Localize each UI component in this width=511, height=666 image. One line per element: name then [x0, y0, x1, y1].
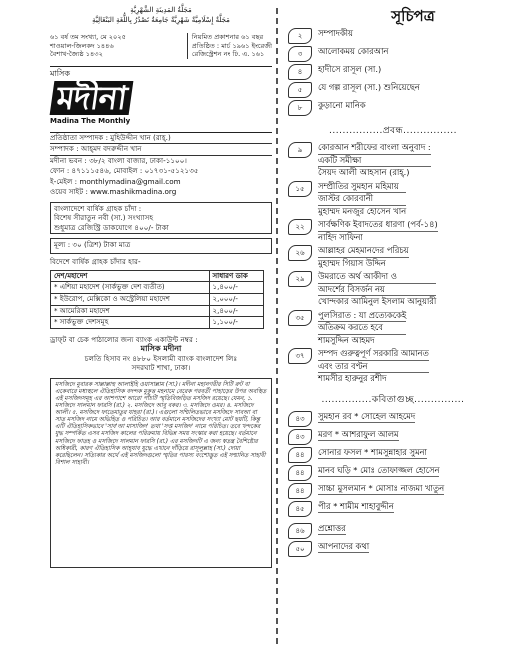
table-cell-rate: ২,০০০/- — [209, 293, 263, 305]
entry-author: নাহিদ সাফিনা — [318, 231, 363, 242]
poem-entries — [288, 411, 498, 517]
page-number-badge: ৪৪ — [288, 447, 312, 463]
section-heading-poems: ...............কবিতাগুচ্ছ............... — [321, 394, 465, 405]
list-item — [288, 28, 498, 44]
masthead-logo: মদীনা — [50, 81, 134, 115]
list-item — [288, 483, 498, 499]
website-line: ওয়েব সাইট : www.mashikmadina.org — [50, 187, 177, 197]
page-number-badge: ৪৪ — [288, 483, 312, 499]
masthead-small: মাসিক — [50, 68, 70, 78]
entry-title: কোরআন শরীফের বাংলা অনুবাদ : — [318, 142, 431, 155]
column-divider — [276, 8, 278, 644]
foreign-rate-title: বিদেশে বার্ষিক গ্রাহক চাঁদার হার- — [50, 257, 141, 267]
page-number-badge: ৪৩ — [288, 429, 312, 445]
page-number-badge: ৪৬ — [288, 523, 312, 539]
price-box: মূল্য : ৩০ (ত্রিশ) টাকা মাত্র — [50, 238, 272, 254]
page-number-badge: ২২ — [288, 219, 312, 235]
entry-author: শামসুদ্দিন আহমদ — [318, 334, 375, 345]
list-item — [288, 271, 498, 308]
entry-title-cont: জাস্টর কোরবানী — [318, 193, 406, 206]
page-number-badge: ৩ — [288, 46, 312, 62]
entry-title: আলোকময় কোরআন — [318, 46, 389, 56]
page-number-badge: ৪ — [288, 64, 312, 80]
entry-title: আপনাদের কথা — [318, 541, 369, 554]
page-number-badge: ৪৩ — [288, 411, 312, 427]
entry-title-cont: আদর্শের বিসর্জন নয় — [318, 284, 436, 297]
page-number-badge: ২ — [288, 28, 312, 44]
table-header-country: দেশ/মহাদেশ — [51, 270, 210, 282]
entry-text — [318, 219, 438, 243]
list-item — [288, 142, 498, 179]
entry-title: মরণ * আশরাফুল আলম — [318, 429, 399, 442]
editor-line: সম্পাদক : আহ্‌মদ বদরুদ্দীন খান — [50, 144, 272, 156]
table-cell-rate: ১,১০০/- — [209, 317, 263, 329]
entry-text — [318, 271, 436, 308]
tail-entries — [288, 523, 498, 557]
masthead — [50, 66, 272, 133]
list-item — [288, 64, 498, 80]
list-item — [288, 310, 498, 347]
article-entries — [288, 142, 498, 385]
entry-text — [318, 348, 429, 385]
entry-author: মুহাম্মদ মনজুর হোসেন খান — [318, 205, 407, 216]
entry-text — [318, 310, 406, 347]
page-number-badge: ৫ — [288, 82, 312, 98]
contents-title: সূচিপত্র — [391, 7, 435, 25]
table-cell-rate: ১,৪০০/- — [209, 282, 263, 294]
list-item — [288, 501, 498, 517]
table-row — [51, 305, 264, 317]
entry-text — [318, 142, 431, 179]
entry-author: মুহাম্মদ গিয়াস উদ্দিন — [318, 257, 386, 268]
contents-column — [288, 6, 498, 656]
list-item — [288, 447, 498, 463]
page-number-badge: ৫০ — [288, 541, 312, 557]
phone-line: ফোন : ৪৭১১১৫৪৬, মোবাইল : ০১৭৩১-৫১২১৩৫ — [50, 166, 199, 176]
bank-account-name: মাসিক মদীনা — [140, 344, 182, 354]
entry-title: সার্বক্ষণিক ইবাদতের ধারণা (পর্ব-১৪) — [318, 219, 438, 232]
table-cell-country: * এশিয়া মহাদেশ (সার্কভুক্ত দেশ ব্যতীত) — [51, 282, 210, 294]
page-number-badge: ৩৫ — [288, 310, 312, 326]
entry-author: সৈয়দ আলী আহসান (রাহ্.) — [318, 167, 410, 177]
arabic-subtitle: مَجَلَّةٌ إِسْلَامِيَّةٌ شَهْرِيَّةٌ جَامِعَةٌ تَصْدُرُ بِاللُّغَةِ البَنْغَالِيَّةِ — [92, 16, 230, 24]
entry-title: সোনার ফসল * শামসুন্নাহার সুমনা — [318, 447, 427, 460]
table-header-rate: সাধারণ ডাক — [209, 270, 263, 282]
entry-title-cont: এবং তার বণ্টন — [318, 361, 429, 374]
entry-title: সম্পদ গুরুত্বপূর্ণ সরকারি আমানত — [318, 348, 429, 361]
table-cell-country: * ইউরোপ, মেক্সিকো ও অস্ট্রেলিয়া মহাদেশ — [51, 293, 210, 305]
arabic-title: مَجَلَّةُ المَدِينَةِ الشَّهْرِيَّةِ — [130, 6, 192, 14]
bank-account-number: চলতি হিসাব নং ৪৮৮০ ইসলামী ব্যাংক বাংলাদেশ লিঃ — [84, 353, 238, 363]
table-cell-rate: ২,৪০০/- — [209, 305, 263, 317]
entry-title: সুমহান রব * সোহেল আহমেদ — [318, 411, 415, 424]
entry-title: উমরাতে অর্থ আকীদা ও — [318, 271, 436, 284]
publication-years: নিয়মিত প্রকাশনার ৬১ বছর — [191, 33, 264, 41]
table-row — [51, 282, 264, 294]
list-item — [288, 100, 498, 116]
table-cell-country: * সার্কভুক্ত দেশসমূহ — [51, 317, 210, 329]
entry-title: পুলসিরাত : যা প্রত্যেককেই — [318, 310, 406, 323]
domestic-subscription-title: বাংলাদেশে বার্ষিক গ্রাহক চাঁদা : — [54, 203, 142, 213]
entry-title-cont: অতিক্রম করতে হবে — [318, 322, 406, 335]
page-number-badge: ১৫ — [288, 181, 312, 197]
table-row — [51, 317, 264, 329]
page-number-badge: ২৯ — [288, 271, 312, 287]
masthead-english: Madina The Monthly — [50, 116, 131, 125]
issue-number: ৬১ বর্ষ তম সংখ্যা, মে ২০২৫ — [50, 33, 126, 41]
list-item — [288, 541, 498, 557]
entry-author: খোন্দকার আমিনুল ইসলাম আনুয়ারী — [318, 296, 437, 306]
entry-title: প্রশ্নোত্তর — [318, 523, 346, 536]
table-header-row — [51, 270, 264, 282]
list-item — [288, 219, 498, 243]
list-item — [288, 523, 498, 539]
entry-title: আল্লাহর মেহমানদের পরিচয় — [318, 245, 409, 258]
page-number-badge: ৮ — [288, 100, 312, 116]
bank-branch: সদরঘাট শাখা, ঢাকা। — [131, 363, 191, 373]
list-item — [288, 429, 498, 445]
bank-info — [50, 335, 272, 373]
table-row — [51, 293, 264, 305]
table-cell-country: * আমেরিকা মহাদেশ — [51, 305, 210, 317]
list-item — [288, 411, 498, 427]
address-line: মদীনা ভবন : ৩৮/২ বাংলা বাজার, ঢাকা-১১০০। — [50, 155, 187, 165]
page-number-badge: ৪৪ — [288, 465, 312, 481]
domestic-subscription-box — [50, 202, 272, 235]
list-item — [288, 82, 498, 98]
imprint-column — [50, 6, 272, 626]
established-date: প্রতিষ্ঠিত : মার্চ ১৯৬১ ইংরেজী — [191, 41, 272, 50]
founder-line: প্রতিষ্ঠাতা সম্পাদক : মুহিউদ্দীন খান (রাহ্.) — [50, 133, 272, 145]
entry-title: সম্প্রীতির সুমহান মহিমায় — [318, 181, 406, 194]
entry-title: যে গল্প রাসূল (সা.) শুনিয়েছেন — [318, 82, 420, 92]
section-heading-articles: ................প্রবন্ধ................ — [329, 126, 457, 136]
bengali-date: বৈশাখ-জ্যৈষ্ঠ ১৪৩২ — [50, 50, 103, 59]
registration-number: রেজিস্ট্রেশন নং ঢি. এ. ১৬১ — [191, 50, 265, 59]
list-item — [288, 348, 498, 385]
entry-text — [318, 245, 409, 269]
entry-title-cont: একটি সমীক্ষা — [318, 155, 431, 168]
hijri-date: শাওয়াল-জিলকদ ১৪৪৬ — [50, 41, 114, 50]
entry-title: হাদীসে রাসূল (সা.) — [318, 64, 382, 74]
entry-title: পীর * শামীম শাহাবুদ্দীন — [318, 501, 394, 514]
cover-note: মসজিদে মুবারক সাল্লাল্লাহু আলাইহি ওয়াসাল্লাম (সা.)। মদীনা মহানগরীর সিটি রুট বা একেবারে মধ্যস্থলে ঐতিহাসিক বদন্দক মুকুত্ত মহনামে বেরেক পরবর্তী পাহাড়ের উপর অবস্থিত এই মসজিদসমূহ এর আশপাশে আরো পাঁচটি স্মৃতিবিজড়িত মসজিদ রয়েছে। যেমন, ১. মসজিদে সালমান ফারসি (রা.) ২. মসজিদে আবু বকর। ৩. মসজিদে ওমর। ৪. মসজিদে আলী। ৫. মসজিদে ফাতেমাতুর যাহরা (রা.)। এগুলো সম্মিলিতভাবে মসজিদে সাবআ বা সাত মসজিদ নামে অভিহিত ও পরিচিত। আর বর্তমানে মসজিদের সংখ্যা মোট ছয়টি, কিন্তু এটি ঐতিহাসিকভাবে 'সাব'আ মাসাজিদ' তথা 'সপ্ত মসজিদ' নামে পরিচিত। তবে খন্দকের যুদ্ধ সম্পর্কিত এসব মসজিদ কালের পরিক্রমায় বিভিন্ন সময় সংস্কার করা হয়েছে। বর্তমানে মসজিদে ফাতহ ও মসজিদে সালমান ফারসি (রা.) এর মসজিদটি এ জন্য স্বতন্ত্র বৈশিষ্ট্যের অধিকারী, কারণ ঐতিহাসিক আহ্‌যাব যুদ্ধে এখানে দাঁড়িয়ে রাসূলুল্লাহ (সা.) দোয়া করেছিলেন। সত্যিকার অর্থে এই মসজিদগুলো স্মৃতির পারস্য বংশোদ্ভূত এই সম্মানিত সাহাবী বিশাল সাহাবী। — [50, 378, 272, 568]
issue-meta — [50, 33, 272, 59]
list-item — [288, 245, 498, 269]
list-item — [288, 46, 498, 62]
page-number-badge: ২৬ — [288, 245, 312, 261]
entry-title: মানব ঘড়ি * মোঃ তোফাজ্জল হোসেন — [318, 465, 439, 478]
entry-author: শামসীর হারুনুর রশীদ — [318, 373, 387, 383]
page-number-badge: ৯ — [288, 142, 312, 158]
page-number-badge: ৪৫ — [288, 501, 312, 517]
page-number-badge: ৩৭ — [288, 348, 312, 364]
entry-title: সম্পাদকীয় — [318, 28, 353, 38]
list-item — [288, 465, 498, 481]
bank-info-title: ড্রাফ্‌ট বা চেক পাঠালোর জন্য ব্যাংক একাউন্ট নম্বর : — [50, 334, 198, 344]
email-line: ই-মেইল : monthlymadina@gmail.com — [50, 176, 181, 186]
list-item — [288, 181, 498, 218]
entry-title: কুড়ানো মানিক — [318, 100, 366, 110]
top-entries — [288, 28, 498, 116]
domestic-subscription-rate: শুধুমাত্র রেজিস্ট্রি ডাকযোগে ৪০০/- টাকা — [54, 222, 169, 232]
entry-title: সাচ্চা মুসলমান * মোসাঃ নাজমা খাতুন — [318, 483, 444, 496]
foreign-rate-table — [50, 270, 264, 329]
entry-text — [318, 181, 406, 218]
domestic-subscription-note: বিশেষ সীরাতুন নবী (সা.) সংখ্যাসহ — [54, 213, 154, 223]
